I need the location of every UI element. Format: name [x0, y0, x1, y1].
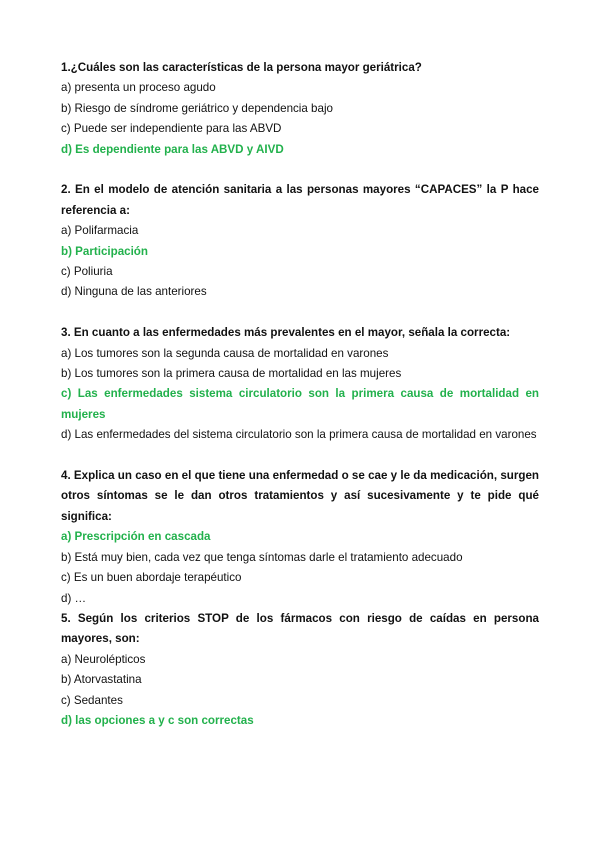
option-a: a) presenta un proceso agudo	[61, 81, 216, 95]
option-d: d) Las enfermedades del sistema circulatorio son la primera causa de mortalidad en varones	[61, 428, 537, 442]
option-d: d) …	[61, 591, 87, 605]
question-1	[61, 58, 539, 160]
quiz-content	[61, 58, 539, 731]
question-4	[61, 466, 539, 609]
question-title: 3. En cuanto a las enfermedades más prevalentes en el mayor, señala la correcta:	[61, 326, 511, 340]
option-a-correct: a) Prescripción en cascada	[61, 530, 211, 544]
question-title: 1.¿Cuáles son las características de la persona mayor geriátrica?	[61, 61, 422, 74]
option-a: a) Neurolépticos	[61, 652, 146, 666]
question-title: 2. En el modelo de atención sanitaria a las personas mayores “CAPACES” la P hace referencia a:	[61, 183, 539, 217]
option-c-correct: c) Las enfermedades sistema circulatorio son la primera causa de mortalidad en mujeres	[61, 387, 539, 421]
option-b: b) Riesgo de síndrome geriátrico y dependencia bajo	[61, 101, 333, 115]
option-a: a) Polifarmacia	[61, 224, 139, 238]
option-c: c) Puede ser independiente para las ABVD	[61, 122, 282, 136]
question-3	[61, 323, 539, 445]
option-c: c) Es un buen abordaje terapéutico	[61, 571, 242, 585]
option-d-correct: d) Es dependiente para las ABVD y AIVD	[61, 142, 284, 156]
option-c: c) Sedantes	[61, 693, 123, 707]
option-d: d) Ninguna de las anteriores	[61, 285, 207, 299]
option-c: c) Poliuria	[61, 265, 113, 279]
question-title: 4. Explica un caso en el que tiene una enfermedad o se cae y le da medicación, surgen otros síntomas se le dan otros tratamientos y así sucesivamente y te pide qué significa:	[61, 469, 539, 523]
option-b: b) Está muy bien, cada vez que tenga síntomas darle el tratamiento adecuado	[61, 550, 463, 564]
option-b-correct: b) Participación	[61, 244, 148, 258]
question-2	[61, 180, 539, 302]
question-title: 5. Según los criterios STOP de los fármacos con riesgo de caídas en persona mayores, son:	[61, 611, 539, 646]
question-5	[61, 609, 539, 731]
option-b: b) Los tumores son la primera causa de mortalidad en las mujeres	[61, 367, 402, 381]
option-d-correct: d) las opciones a y c son correctas	[61, 713, 254, 727]
option-b: b) Atorvastatina	[61, 673, 142, 687]
option-a: a) Los tumores son la segunda causa de mortalidad en varones	[61, 346, 389, 360]
